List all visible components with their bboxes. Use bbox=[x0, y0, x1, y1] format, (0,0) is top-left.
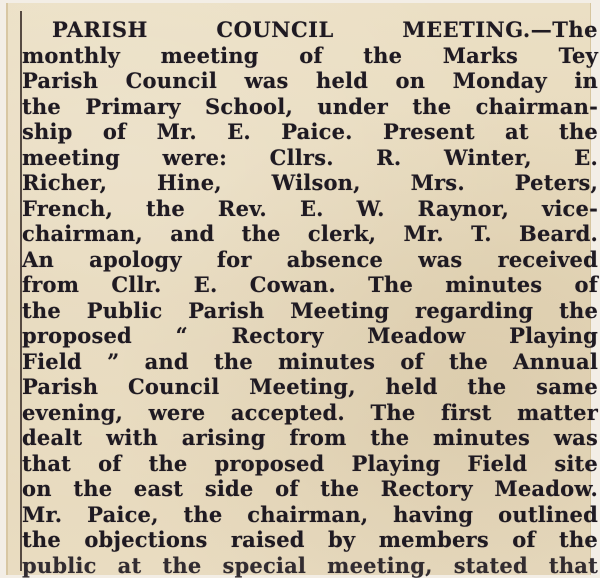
article-line: dealt with arising from the minutes was bbox=[22, 425, 598, 450]
article-line bbox=[22, 17, 598, 43]
article-line: Parish Council Meeting, held the same bbox=[22, 374, 598, 399]
article-line: An apology for absence was received bbox=[22, 246, 598, 272]
newspaper-clipping bbox=[6, 3, 598, 578]
article-line: Field ” and the minutes of the Annual bbox=[22, 348, 598, 374]
article-line: the objections raised by members of the bbox=[22, 527, 598, 552]
article-line: the Primary School, under the chairman- bbox=[22, 93, 598, 119]
article-line: from Cllr. E. Cowan. The minutes of bbox=[22, 272, 598, 297]
article-line: ship of Mr. E. Paice. Present at the bbox=[22, 119, 598, 144]
article-line: evening, were accepted. The first matter bbox=[22, 399, 598, 425]
article-line: proposed “ Rectory Meadow Playing bbox=[22, 323, 598, 348]
article-line: on the east side of the Rectory Meadow. bbox=[22, 476, 598, 501]
article-line-cut: public at the special meeting, stated that bbox=[22, 552, 598, 578]
article-line: French, the Rev. E. W. Raynor, vice- bbox=[22, 195, 598, 221]
article-line: meeting were: Cllrs. R. Winter, E. bbox=[22, 144, 598, 170]
article-line: that of the proposed Playing Field site bbox=[22, 450, 598, 476]
article-line: the Public Parish Meeting regarding the bbox=[22, 297, 598, 323]
article-line-text: —The bbox=[530, 17, 598, 42]
article-headline: PARISH COUNCIL MEETING. bbox=[52, 17, 531, 42]
article-line: monthly meeting of the Marks Tey bbox=[22, 42, 598, 68]
article-line: Mr. Paice, the chairman, having outlined bbox=[22, 501, 598, 527]
article-line: Richer, Hine, Wilson, Mrs. Peters, bbox=[22, 170, 598, 195]
article-line: Parish Council was held on Monday in bbox=[22, 68, 598, 93]
article-body bbox=[22, 17, 598, 578]
article-line: chairman, and the clerk, Mr. T. Beard. bbox=[22, 221, 598, 246]
